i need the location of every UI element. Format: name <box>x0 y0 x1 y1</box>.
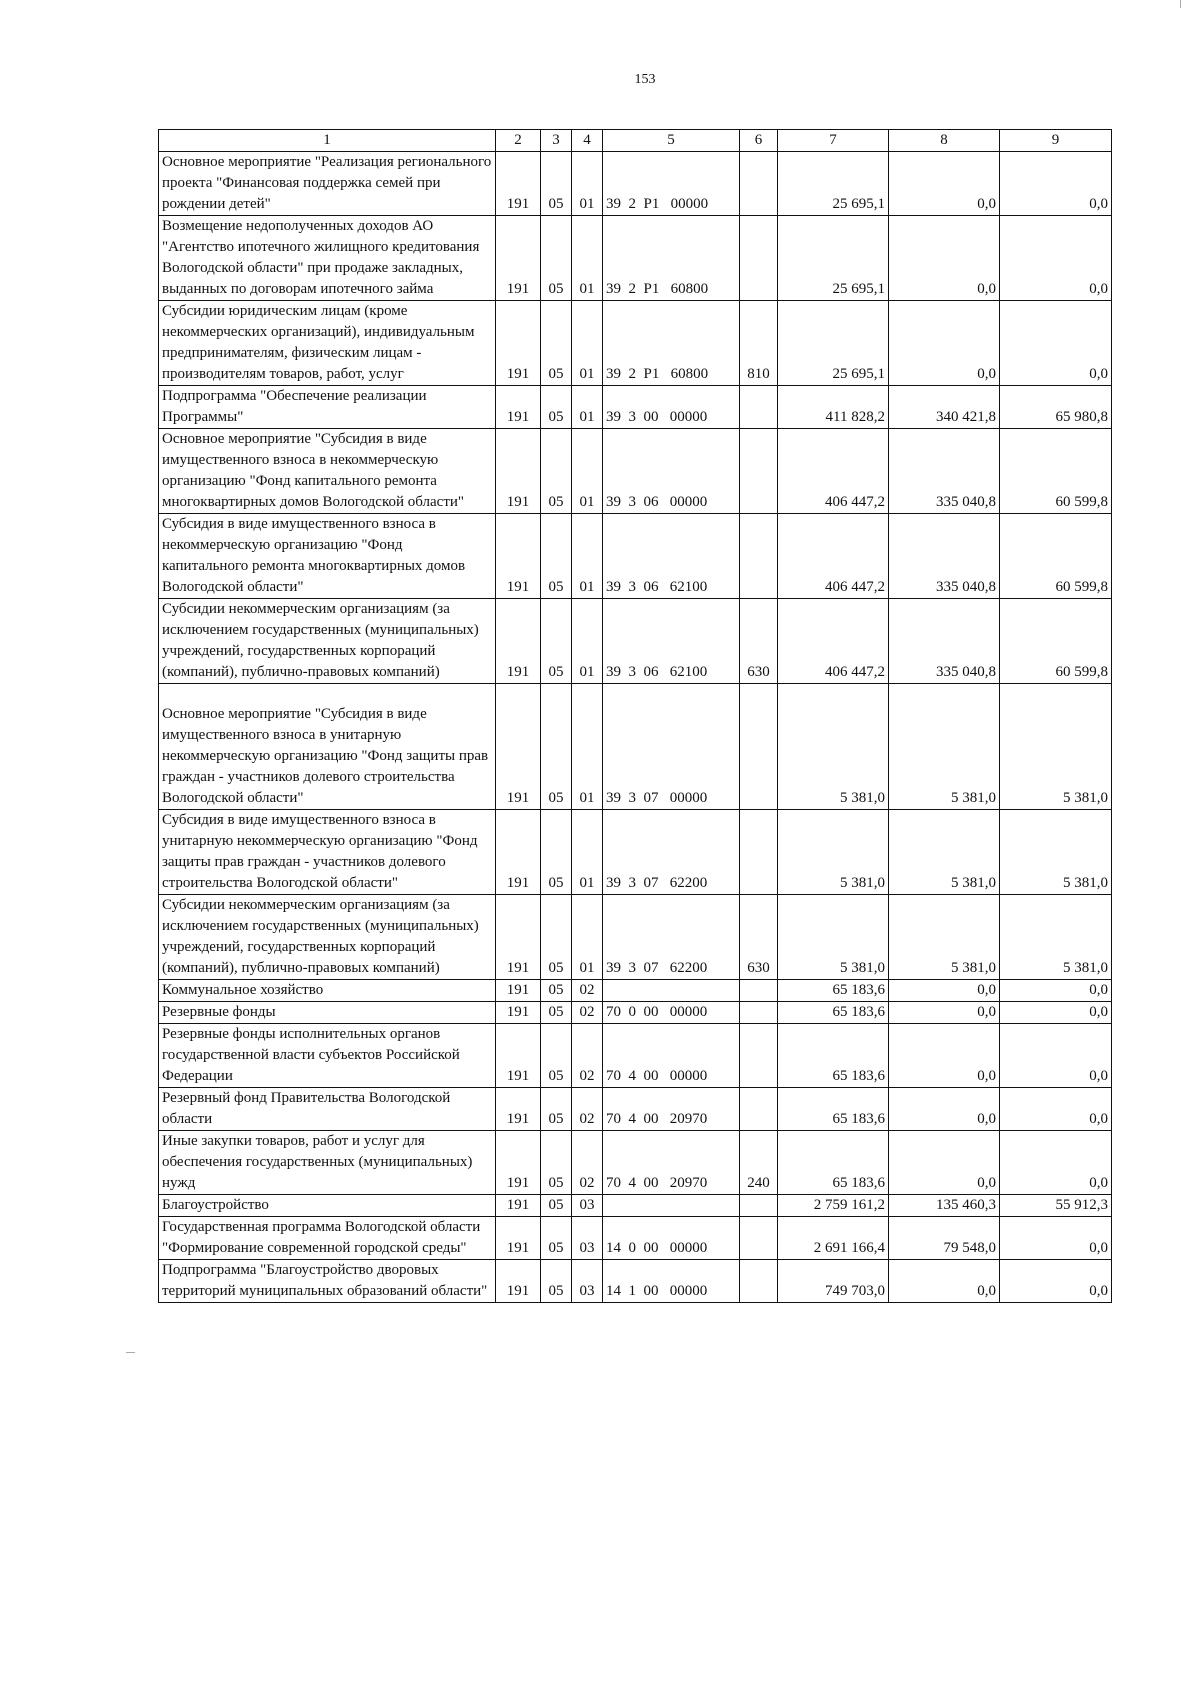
row-label: Резервные фонды исполнительных органов государственной власти субъектов Российской Федерации <box>159 1024 496 1088</box>
cell-c4: 03 <box>572 1217 603 1260</box>
cell-c4: 02 <box>572 1088 603 1131</box>
cell-c7: 406 447,2 <box>778 429 889 514</box>
cell-c5: 70 4 00 20970 <box>603 1131 740 1195</box>
cell-c6 <box>740 386 778 429</box>
column-header: 6 <box>740 130 778 152</box>
row-label: Основное мероприятие "Реализация регионального проекта "Финансовая поддержка семей при рождении детей" <box>159 152 496 216</box>
cell-c3: 05 <box>541 1088 572 1131</box>
cell-c8: 0,0 <box>889 1024 1000 1088</box>
row-label: Возмещение недополученных доходов АО "Агентство ипотечного жилищного кредитования Вологодской области" при продаже закладных, выданных по договорам ипотечного займа <box>159 216 496 301</box>
cell-c7: 2 759 161,2 <box>778 1195 889 1217</box>
cell-c9: 60 599,8 <box>1000 429 1112 514</box>
cell-c5: 70 4 00 00000 <box>603 1024 740 1088</box>
cell-c2: 191 <box>496 1131 541 1195</box>
cell-c8: 0,0 <box>889 1131 1000 1195</box>
scan-mark <box>1180 0 1181 8</box>
cell-c9: 65 980,8 <box>1000 386 1112 429</box>
cell-c2: 191 <box>496 429 541 514</box>
cell-c7: 65 183,6 <box>778 980 889 1002</box>
cell-c2: 191 <box>496 980 541 1002</box>
cell-c7: 5 381,0 <box>778 895 889 980</box>
cell-c7: 25 695,1 <box>778 216 889 301</box>
table-row <box>159 152 1112 216</box>
cell-c5: 39 2 P1 00000 <box>603 152 740 216</box>
cell-c5 <box>603 1195 740 1217</box>
table-row <box>159 1131 1112 1195</box>
cell-c8: 0,0 <box>889 980 1000 1002</box>
cell-c4: 01 <box>572 429 603 514</box>
cell-c7: 65 183,6 <box>778 1088 889 1131</box>
cell-c9: 55 912,3 <box>1000 1195 1112 1217</box>
cell-c7: 406 447,2 <box>778 514 889 599</box>
cell-c4: 03 <box>572 1195 603 1217</box>
cell-c8: 335 040,8 <box>889 429 1000 514</box>
cell-c6 <box>740 1195 778 1217</box>
cell-c9: 0,0 <box>1000 980 1112 1002</box>
budget-table <box>158 129 1112 1303</box>
cell-c2: 191 <box>496 1195 541 1217</box>
cell-c7: 25 695,1 <box>778 152 889 216</box>
cell-c8: 0,0 <box>889 1260 1000 1303</box>
cell-c8: 335 040,8 <box>889 514 1000 599</box>
cell-c4: 02 <box>572 1002 603 1024</box>
cell-c3: 05 <box>541 1131 572 1195</box>
cell-c6 <box>740 810 778 895</box>
cell-c6: 810 <box>740 301 778 386</box>
table-row <box>159 1088 1112 1131</box>
table-row <box>159 301 1112 386</box>
cell-c8: 5 381,0 <box>889 810 1000 895</box>
cell-c2: 191 <box>496 514 541 599</box>
row-label: Субсидии некоммерческим организациям (за исключением государственных (муниципальных) учреждений, государственных корпораций (компаний), публично-правовых компаний) <box>159 895 496 980</box>
scan-mark <box>126 1352 135 1353</box>
cell-c9: 0,0 <box>1000 1002 1112 1024</box>
row-label: Основное мероприятие "Субсидия в виде имущественного взноса в некоммерческую организацию "Фонд капитального ремонта многоквартирных домов Вологодской области" <box>159 429 496 514</box>
cell-c5: 39 3 06 00000 <box>603 429 740 514</box>
cell-c4: 01 <box>572 386 603 429</box>
table-header-row <box>159 130 1112 152</box>
cell-c2: 191 <box>496 386 541 429</box>
cell-c6 <box>740 514 778 599</box>
cell-c3: 05 <box>541 1002 572 1024</box>
cell-c2: 191 <box>496 152 541 216</box>
row-label: Субсидии некоммерческим организациям (за исключением государственных (муниципальных) учреждений, государственных корпораций (компаний), публично-правовых компаний) <box>159 599 496 684</box>
cell-c7: 5 381,0 <box>778 810 889 895</box>
cell-c6 <box>740 1217 778 1260</box>
column-header: 9 <box>1000 130 1112 152</box>
row-label: Подпрограмма "Обеспечение реализации Программы" <box>159 386 496 429</box>
cell-c7: 749 703,0 <box>778 1260 889 1303</box>
cell-c3: 05 <box>541 1195 572 1217</box>
cell-c4: 01 <box>572 216 603 301</box>
cell-c2: 191 <box>496 216 541 301</box>
table-body <box>159 152 1112 1303</box>
cell-c5: 14 1 00 00000 <box>603 1260 740 1303</box>
cell-c5: 14 0 00 00000 <box>603 1217 740 1260</box>
row-label: Субсидии юридическим лицам (кроме некоммерческих организаций), индивидуальным предпринимателям, физическим лицам - производителям товаров, работ, услуг <box>159 301 496 386</box>
cell-c4: 02 <box>572 1024 603 1088</box>
cell-c9: 0,0 <box>1000 1260 1112 1303</box>
table-row <box>159 1002 1112 1024</box>
cell-c5: 39 2 P1 60800 <box>603 216 740 301</box>
cell-c4: 01 <box>572 810 603 895</box>
cell-c5: 39 2 P1 60800 <box>603 301 740 386</box>
table-row <box>159 1217 1112 1260</box>
cell-c2: 191 <box>496 1002 541 1024</box>
cell-c7: 65 183,6 <box>778 1024 889 1088</box>
cell-c4: 03 <box>572 1260 603 1303</box>
cell-c4: 01 <box>572 152 603 216</box>
cell-c9: 5 381,0 <box>1000 895 1112 980</box>
cell-c3: 05 <box>541 386 572 429</box>
table-row <box>159 599 1112 684</box>
cell-c3: 05 <box>541 1024 572 1088</box>
cell-c6 <box>740 152 778 216</box>
table-row <box>159 1260 1112 1303</box>
cell-c9: 0,0 <box>1000 1217 1112 1260</box>
row-label: Субсидия в виде имущественного взноса в унитарную некоммерческую организацию "Фонд защиты прав граждан - участников долевого строительства Вологодской области" <box>159 810 496 895</box>
cell-c2: 191 <box>496 301 541 386</box>
table-row <box>159 980 1112 1002</box>
cell-c6 <box>740 216 778 301</box>
table-row <box>159 429 1112 514</box>
cell-c4: 02 <box>572 1131 603 1195</box>
cell-c6 <box>740 684 778 810</box>
cell-c8: 0,0 <box>889 1088 1000 1131</box>
column-header: 5 <box>603 130 740 152</box>
cell-c3: 05 <box>541 895 572 980</box>
table-row <box>159 1024 1112 1088</box>
cell-c7: 406 447,2 <box>778 599 889 684</box>
cell-c2: 191 <box>496 1260 541 1303</box>
cell-c6 <box>740 1002 778 1024</box>
row-label: Государственная программа Вологодской области "Формирование современной городской среды" <box>159 1217 496 1260</box>
cell-c5: 70 0 00 00000 <box>603 1002 740 1024</box>
cell-c3: 05 <box>541 599 572 684</box>
cell-c3: 05 <box>541 810 572 895</box>
cell-c5: 39 3 07 62200 <box>603 895 740 980</box>
row-label: Резервный фонд Правительства Вологодской области <box>159 1088 496 1131</box>
cell-c7: 65 183,6 <box>778 1002 889 1024</box>
cell-c8: 0,0 <box>889 152 1000 216</box>
table-row <box>159 684 1112 810</box>
column-header: 3 <box>541 130 572 152</box>
row-label: Основное мероприятие "Субсидия в виде имущественного взноса в унитарную некоммерческую организацию "Фонд защиты прав граждан - участников долевого строительства Вологодской области" <box>159 684 496 810</box>
table-row <box>159 810 1112 895</box>
cell-c7: 65 183,6 <box>778 1131 889 1195</box>
cell-c6: 630 <box>740 895 778 980</box>
row-label: Благоустройство <box>159 1195 496 1217</box>
cell-c8: 79 548,0 <box>889 1217 1000 1260</box>
row-label: Иные закупки товаров, работ и услуг для обеспечения государственных (муниципальных) нужд <box>159 1131 496 1195</box>
cell-c4: 02 <box>572 980 603 1002</box>
cell-c3: 05 <box>541 1217 572 1260</box>
column-header: 1 <box>159 130 496 152</box>
column-header: 4 <box>572 130 603 152</box>
row-label: Подпрограмма "Благоустройство дворовых территорий муниципальных образований области" <box>159 1260 496 1303</box>
cell-c5: 70 4 00 20970 <box>603 1088 740 1131</box>
cell-c3: 05 <box>541 429 572 514</box>
cell-c2: 191 <box>496 895 541 980</box>
cell-c9: 0,0 <box>1000 1024 1112 1088</box>
cell-c3: 05 <box>541 216 572 301</box>
cell-c4: 01 <box>572 599 603 684</box>
cell-c9: 0,0 <box>1000 152 1112 216</box>
cell-c8: 340 421,8 <box>889 386 1000 429</box>
cell-c2: 191 <box>496 1217 541 1260</box>
cell-c8: 5 381,0 <box>889 684 1000 810</box>
cell-c4: 01 <box>572 895 603 980</box>
cell-c5: 39 3 07 62200 <box>603 810 740 895</box>
cell-c6 <box>740 429 778 514</box>
cell-c9: 5 381,0 <box>1000 810 1112 895</box>
cell-c5: 39 3 07 00000 <box>603 684 740 810</box>
cell-c8: 135 460,3 <box>889 1195 1000 1217</box>
cell-c9: 0,0 <box>1000 1088 1112 1131</box>
cell-c6 <box>740 1024 778 1088</box>
cell-c4: 01 <box>572 514 603 599</box>
cell-c3: 05 <box>541 152 572 216</box>
table-row <box>159 216 1112 301</box>
cell-c7: 411 828,2 <box>778 386 889 429</box>
cell-c9: 60 599,8 <box>1000 599 1112 684</box>
cell-c7: 5 381,0 <box>778 684 889 810</box>
page-number: 153 <box>634 72 656 87</box>
table-row <box>159 386 1112 429</box>
cell-c8: 335 040,8 <box>889 599 1000 684</box>
cell-c2: 191 <box>496 1024 541 1088</box>
cell-c9: 5 381,0 <box>1000 684 1112 810</box>
cell-c4: 01 <box>572 684 603 810</box>
cell-c2: 191 <box>496 1088 541 1131</box>
column-header: 8 <box>889 130 1000 152</box>
cell-c3: 05 <box>541 684 572 810</box>
table-row <box>159 895 1112 980</box>
cell-c8: 0,0 <box>889 216 1000 301</box>
cell-c9: 0,0 <box>1000 301 1112 386</box>
cell-c6: 240 <box>740 1131 778 1195</box>
cell-c3: 05 <box>541 514 572 599</box>
cell-c6 <box>740 1088 778 1131</box>
column-header: 2 <box>496 130 541 152</box>
table-row <box>159 514 1112 599</box>
cell-c3: 05 <box>541 980 572 1002</box>
cell-c5: 39 3 00 00000 <box>603 386 740 429</box>
cell-c5 <box>603 980 740 1002</box>
row-label: Субсидия в виде имущественного взноса в некоммерческую организацию "Фонд капитального ремонта многоквартирных домов Вологодской области" <box>159 514 496 599</box>
cell-c5: 39 3 06 62100 <box>603 599 740 684</box>
cell-c3: 05 <box>541 301 572 386</box>
cell-c9: 0,0 <box>1000 216 1112 301</box>
cell-c9: 0,0 <box>1000 1131 1112 1195</box>
cell-c8: 5 381,0 <box>889 895 1000 980</box>
cell-c6 <box>740 1260 778 1303</box>
cell-c2: 191 <box>496 684 541 810</box>
cell-c7: 2 691 166,4 <box>778 1217 889 1260</box>
cell-c4: 01 <box>572 301 603 386</box>
column-header: 7 <box>778 130 889 152</box>
cell-c6: 630 <box>740 599 778 684</box>
cell-c9: 60 599,8 <box>1000 514 1112 599</box>
cell-c2: 191 <box>496 810 541 895</box>
cell-c8: 0,0 <box>889 301 1000 386</box>
row-label: Коммунальное хозяйство <box>159 980 496 1002</box>
cell-c6 <box>740 980 778 1002</box>
cell-c7: 25 695,1 <box>778 301 889 386</box>
cell-c2: 191 <box>496 599 541 684</box>
cell-c5: 39 3 06 62100 <box>603 514 740 599</box>
row-label: Резервные фонды <box>159 1002 496 1024</box>
table-row <box>159 1195 1112 1217</box>
cell-c3: 05 <box>541 1260 572 1303</box>
cell-c8: 0,0 <box>889 1002 1000 1024</box>
